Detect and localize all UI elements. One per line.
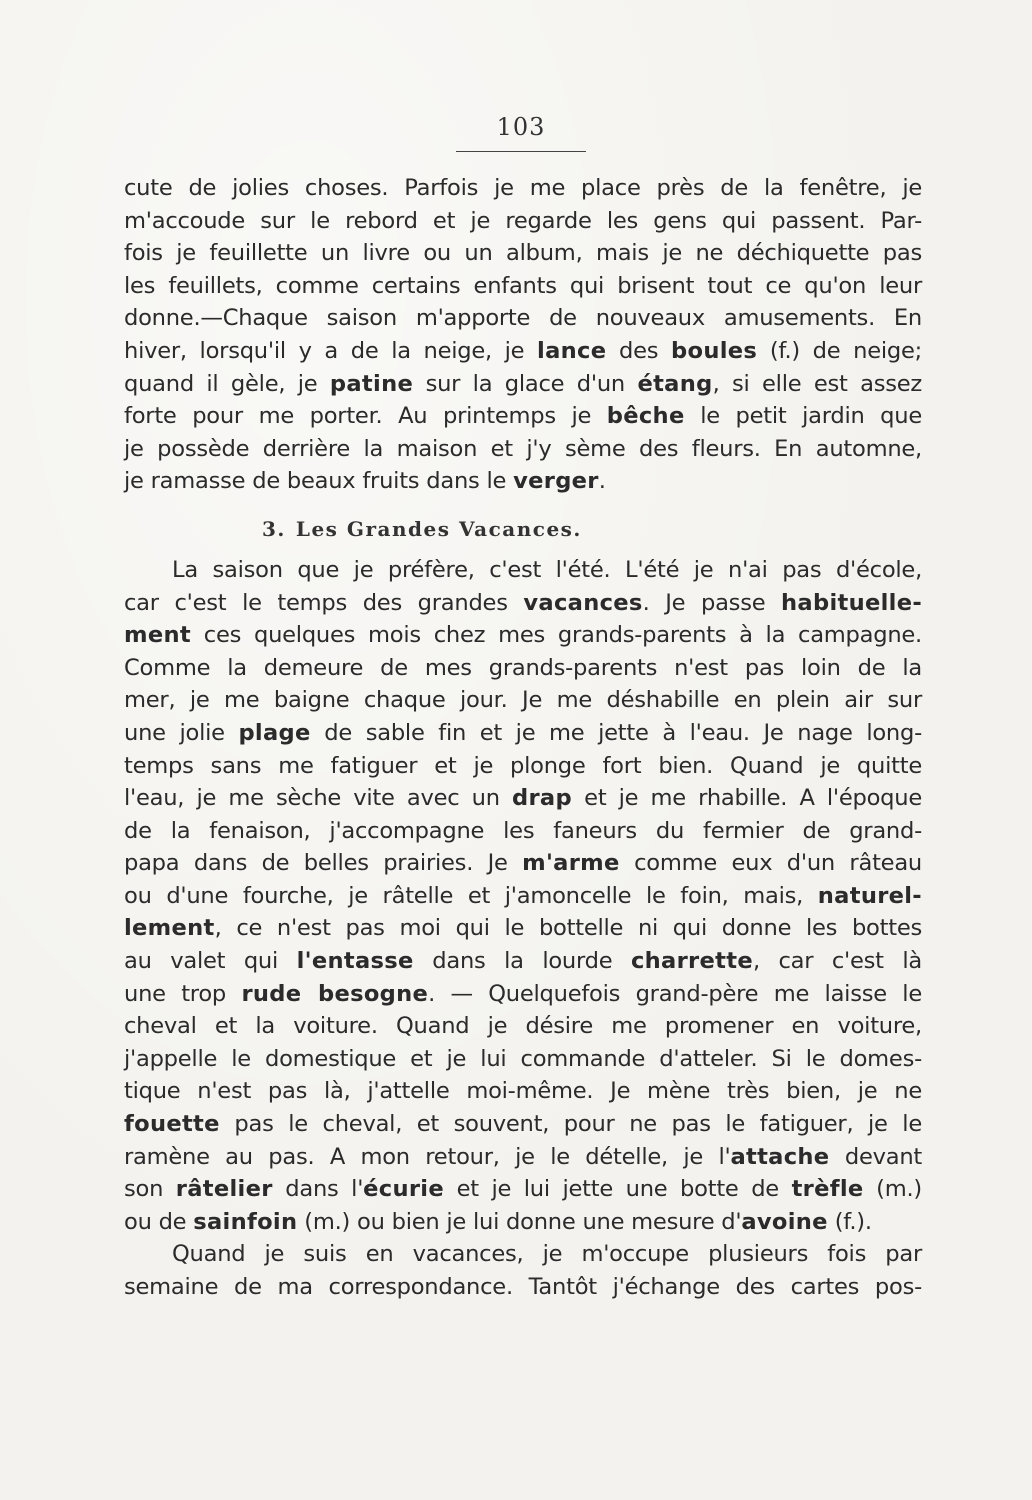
text-line: fouette pas le cheval, et souvent, pour ne pas le fatiguer, je le <box>124 1111 922 1138</box>
section-heading <box>124 514 922 544</box>
vocab-term: sainfoin <box>193 1208 298 1235</box>
vocab-term: avoine <box>741 1208 828 1235</box>
text-line: hiver, lorsqu'il y a de la neige, je lance des boules (f.) de neige; <box>124 337 922 364</box>
text-line: ou d'une fourche, je râtelle et j'amoncelle le foin, mais, naturel- <box>124 882 922 909</box>
vocab-term: lement <box>124 915 215 942</box>
vocab-term: drap <box>512 785 572 812</box>
text-line: j'appelle le domestique et je lui commande d'atteler. Si le domes- <box>124 1045 922 1072</box>
vocab-term: étang <box>637 370 713 397</box>
text-line: tique n'est pas là, j'attelle moi-même. Je mène très bien, je ne <box>124 1078 922 1105</box>
text-line: m'accoude sur le rebord et je regarde les gens qui passent. Par- <box>124 207 922 234</box>
body-text <box>124 172 922 1304</box>
text-line: Comme la demeure de mes grands-parents n'est pas loin de la <box>124 654 922 681</box>
vocab-term: m'arme <box>522 850 620 877</box>
vocab-term: charrette <box>630 948 753 975</box>
vocab-term: bêche <box>606 403 685 430</box>
text-line: cute de jolies choses. Parfois je me place près de la fenêtre, je <box>124 175 922 201</box>
text-line: La saison que je préfère, c'est l'été. L'été je n'ai pas d'école, <box>172 556 922 583</box>
paragraph-correspondance <box>124 1238 922 1303</box>
text-line: fois je feuillette un livre ou un album, mais je ne déchiquette pas <box>124 240 922 267</box>
text-line: ment ces quelques mois chez mes grands-parents à la campagne. <box>124 622 922 649</box>
text-line: son râtelier dans l'écurie et je lui jette une botte de trèfle (m.) <box>124 1176 922 1203</box>
text-line: au valet qui l'entasse dans la lourde charrette, car c'est là <box>124 948 922 975</box>
paragraph-vacances <box>124 554 922 1238</box>
vocab-term: râtelier <box>175 1176 273 1203</box>
text-line: Quand je suis en vacances, je m'occupe plusieurs fois par <box>172 1241 922 1268</box>
text-line: une trop rude besogne. — Quelquefois grand-père me laisse le <box>124 980 922 1007</box>
text-line: je possède derrière la maison et j'y sème des fleurs. En automne, <box>124 435 922 462</box>
vocab-term: l'entasse <box>296 948 414 975</box>
text-line: l'eau, je me sèche vite avec un drap et je me rhabille. A l'époque <box>124 785 922 812</box>
text-line: ou de sainfoin (m.) ou bien je lui donne une mesure d'avoine (f.). <box>124 1208 872 1235</box>
section-number: 3. <box>262 516 286 541</box>
text-line: une jolie plage de sable fin et je me jette à l'eau. Je nage long- <box>124 719 922 746</box>
vocab-term: vacances <box>523 589 643 616</box>
text-line: cheval et la voiture. Quand je désire me promener en voiture, <box>124 1013 922 1040</box>
text-line: ramène au pas. A mon retour, je le dételle, je l'attache devant <box>124 1143 922 1170</box>
text-line: papa dans de belles prairies. Je m'arme comme eux d'un râteau <box>124 850 922 877</box>
text-line: quand il gèle, je patine sur la glace d'un étang, si elle est assez <box>124 370 922 397</box>
vocab-term: boules <box>671 337 758 364</box>
vocab-term: rude besogne <box>241 980 429 1007</box>
vocab-term: naturel- <box>817 882 922 909</box>
vocab-term: plage <box>238 719 311 746</box>
vocab-term: trèfle <box>791 1176 864 1203</box>
text-line: mer, je me baigne chaque jour. Je me déshabille en plein air sur <box>124 687 922 714</box>
vocab-term: patine <box>329 370 414 397</box>
text-line: semaine de ma correspondance. Tantôt j'échange des cartes pos- <box>124 1274 922 1300</box>
vocab-term: ment <box>124 622 191 649</box>
vocab-term: attache <box>730 1143 830 1170</box>
text-line: temps sans me fatiguer et je plonge fort bien. Quand je quitte <box>124 752 922 779</box>
text-line: de la fenaison, j'accompagne les faneurs du fermier de grand- <box>124 817 922 844</box>
text-line: donne.—Chaque saison m'apporte de nouveaux amusements. En <box>124 305 922 332</box>
text-line: car c'est le temps des grandes vacances. Je passe habituelle- <box>124 589 922 616</box>
vocab-term: fouette <box>124 1111 220 1138</box>
page-number-rule <box>456 151 586 152</box>
text-line: forte pour me porter. Au printemps je bêche le petit jardin que <box>124 403 922 430</box>
vocab-term: lance <box>537 337 607 364</box>
text-line: je ramasse de beaux fruits dans le verger. <box>124 468 606 495</box>
section-title: Les Grandes Vacances. <box>295 516 582 541</box>
paragraph-continuation <box>124 172 922 498</box>
text-line: lement, ce n'est pas moi qui le bottelle ni qui donne les bottes <box>124 915 922 942</box>
vocab-term: écurie <box>363 1176 444 1203</box>
vocab-term: verger <box>513 468 599 495</box>
vocab-term: habituelle- <box>781 589 922 616</box>
text-line: les feuillets, comme certains enfants qui brisent tout ce qu'on leur <box>124 272 922 299</box>
page-number: 103 <box>496 113 546 141</box>
